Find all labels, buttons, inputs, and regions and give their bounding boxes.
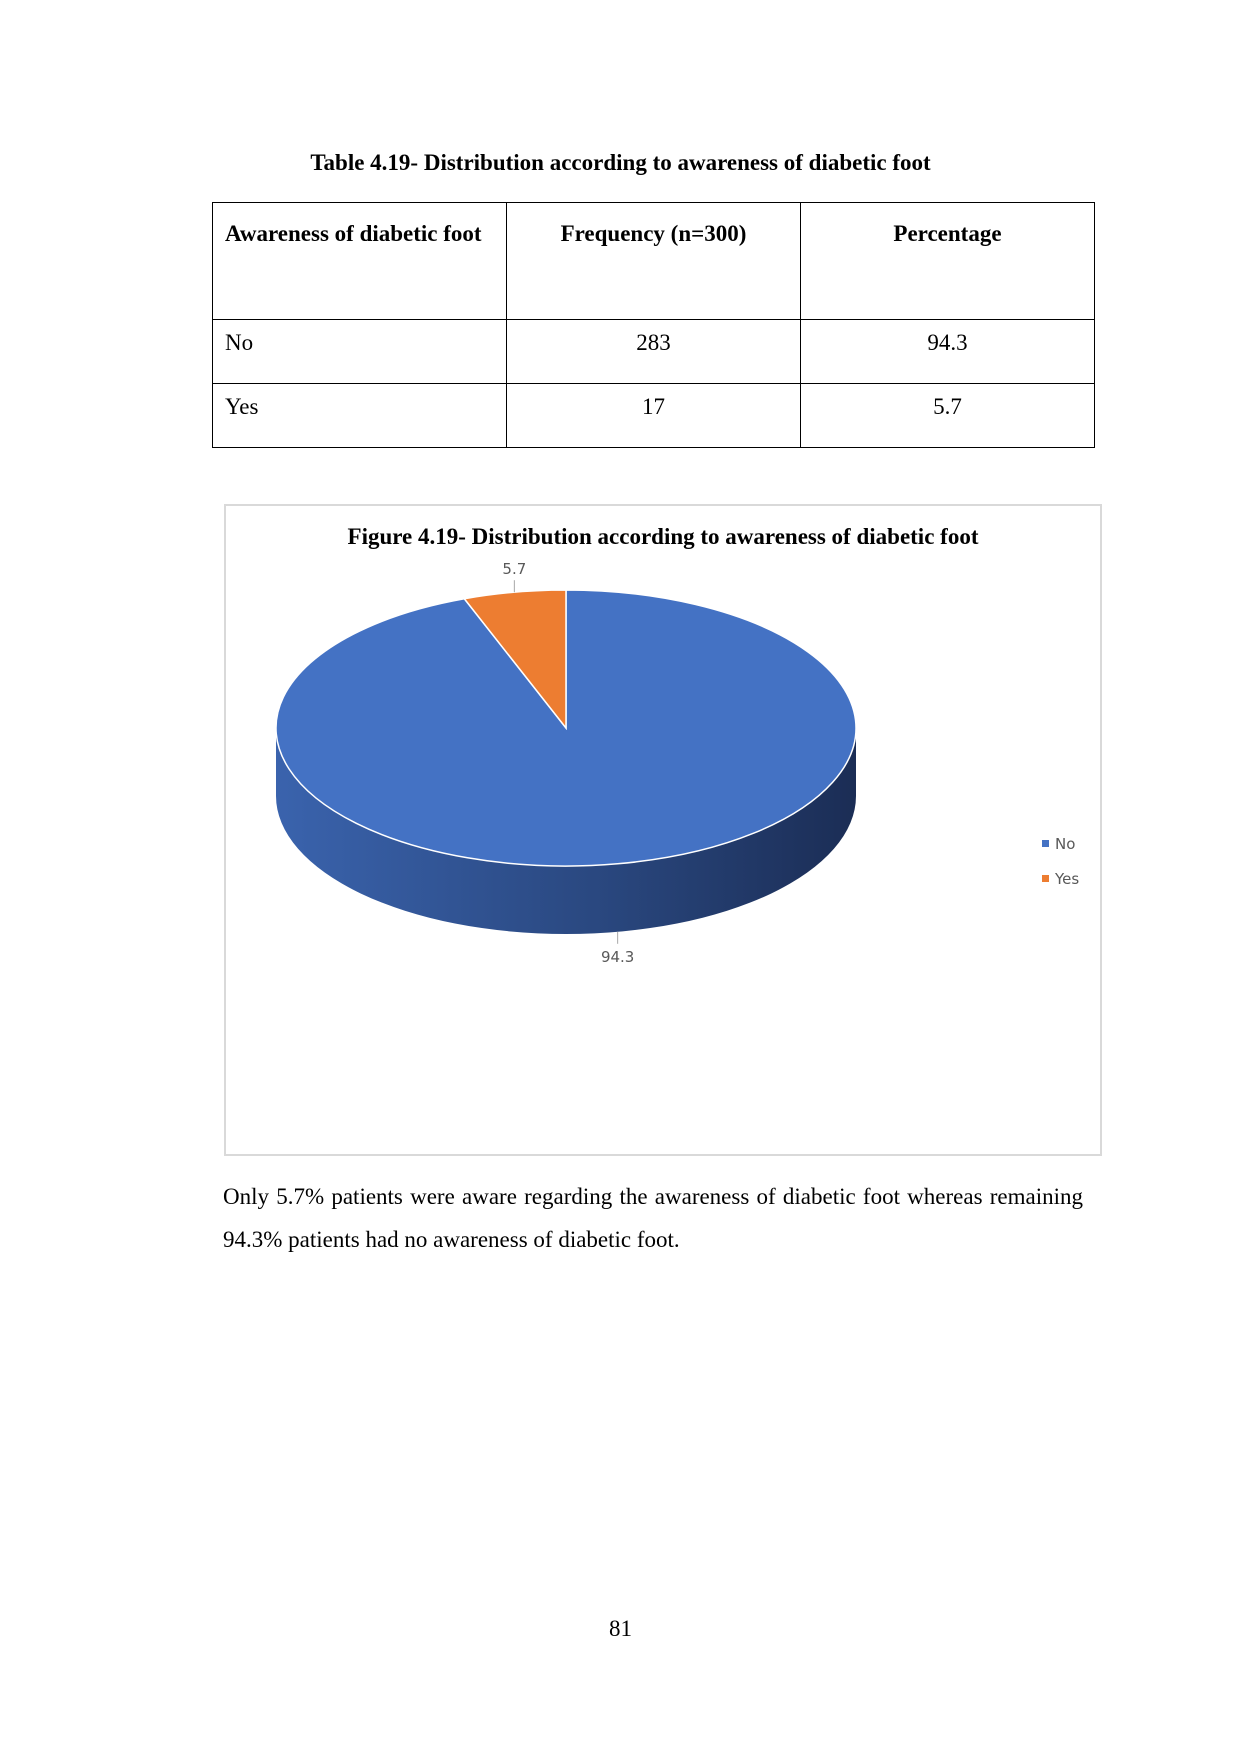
table-cell-label: No bbox=[213, 320, 507, 384]
table-header-row bbox=[213, 203, 1095, 320]
table-cell-frequency: 17 bbox=[506, 384, 800, 448]
table-cell-frequency: 283 bbox=[506, 320, 800, 384]
table-cell-percentage: 5.7 bbox=[800, 384, 1094, 448]
pie-chart bbox=[226, 506, 1100, 1154]
table-cell-percentage: 94.3 bbox=[800, 320, 1094, 384]
table-row bbox=[213, 384, 1095, 448]
table-row bbox=[213, 320, 1095, 384]
data-label-no: 94.3 bbox=[600, 947, 635, 966]
table-header-awareness: Awareness of diabetic foot bbox=[213, 203, 507, 320]
legend-item-no bbox=[1042, 826, 1079, 861]
table-cell-label: Yes bbox=[213, 384, 507, 448]
legend-swatch-no bbox=[1042, 840, 1049, 847]
page-number: 81 bbox=[609, 1616, 632, 1641]
chart-container bbox=[224, 504, 1102, 1156]
table-caption: Table 4.19- Distribution according to awareness of diabetic foot bbox=[310, 150, 931, 175]
legend-item-yes bbox=[1042, 861, 1079, 896]
chart-legend bbox=[1042, 826, 1079, 896]
table-header-frequency: Frequency (n=300) bbox=[506, 203, 800, 320]
body-paragraph: Only 5.7% patients were aware regarding the awareness of diabetic foot whereas remaining 94.3% patients had no awareness of diabetic foot. bbox=[223, 1184, 1083, 1252]
legend-swatch-yes bbox=[1042, 875, 1049, 882]
chart-title: Figure 4.19- Distribution according to awareness of diabetic foot bbox=[347, 524, 979, 549]
table-header-percentage: Percentage bbox=[800, 203, 1094, 320]
data-label-yes: 5.7 bbox=[502, 560, 527, 579]
legend-label-no: No bbox=[1055, 834, 1076, 853]
frequency-table bbox=[212, 202, 1095, 448]
legend-label-yes: Yes bbox=[1055, 869, 1080, 888]
